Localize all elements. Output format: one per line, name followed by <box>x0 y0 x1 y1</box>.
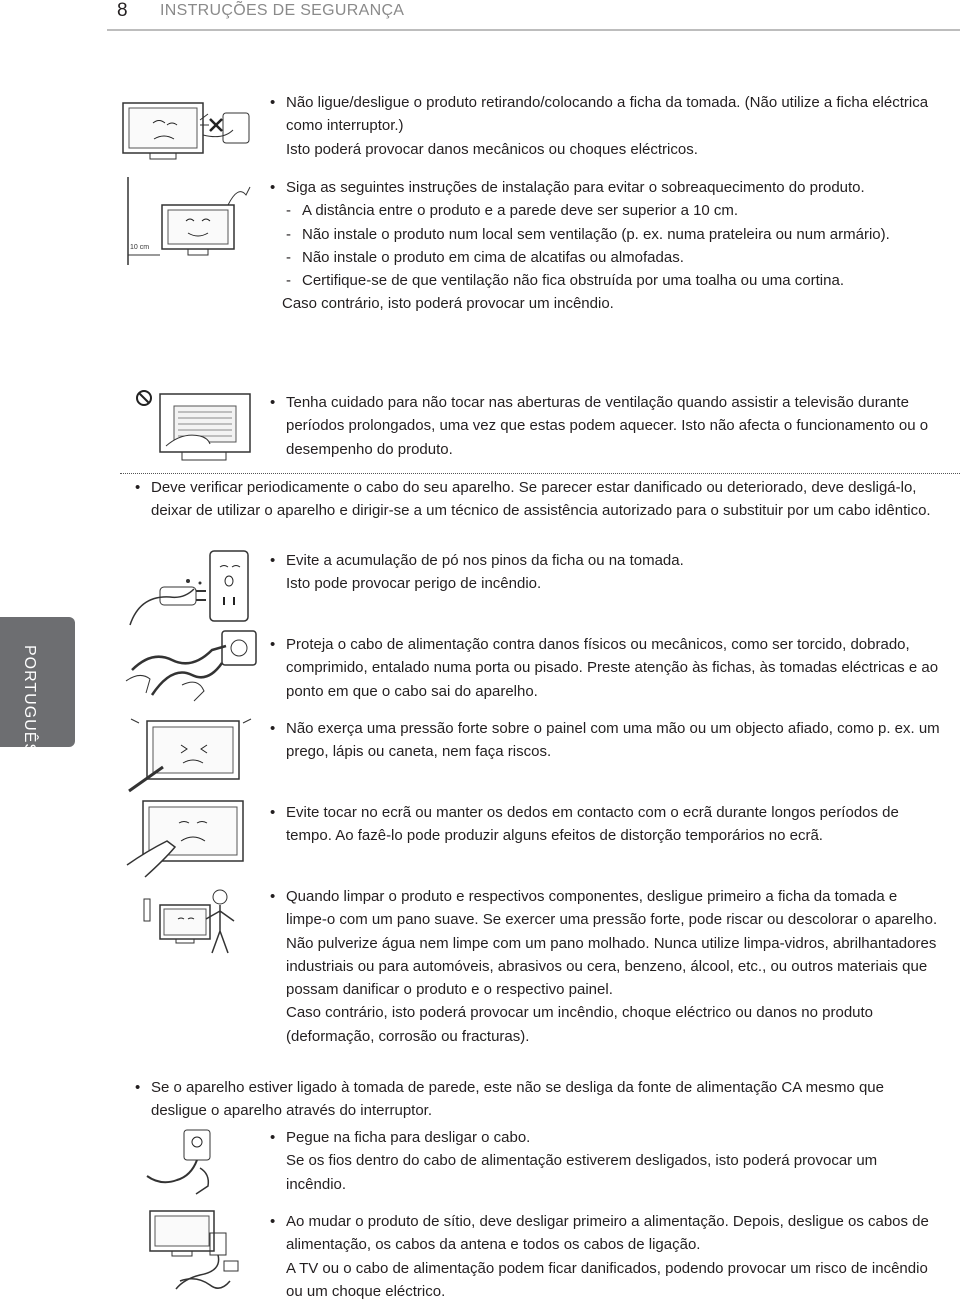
bullet-text: • Não ligue/desligue o produto retirando/colocando a ficha da tomada. (Não utilize a ficha eléctrica como interruptor.) <box>270 91 940 138</box>
dotted-divider <box>120 473 960 474</box>
dusty-plug-illustration <box>120 545 255 630</box>
section-dust <box>270 549 940 596</box>
note-text: Isto pode provocar perigo de incêndio. <box>286 575 542 593</box>
hand-vent-illustration <box>132 386 257 466</box>
tv-plug-illustration <box>120 95 255 165</box>
bullet-text: • Quando limpar o produto e respectivos componentes, desligue primeiro a ficha da tomada e limpe-o com um pano suave. Se exercer uma pressão forte, pode riscar ou descolorar o aparelho. Não pulverize água nem limpe com um pano molhado. Nunca utilize limpa-vidros, abrilhantadores industriais ou para automóveis, abrasivos ou cera, benzeno, álcool, etc., ou outros materiais que possam danificar o produto e o respectivo painel. <box>270 885 940 1001</box>
section-cleaning <box>270 885 940 1048</box>
section-ventilation <box>270 391 940 461</box>
section-protect-cable <box>270 633 940 703</box>
bullet-text: • Tenha cuidado para não tocar nas aberturas de ventilação quando assistir a televisão durante períodos prolongados, uma vez que estas podem aquecer. Isto não afecta o funcionamento ou o desempenho do produto. <box>270 391 940 461</box>
pull-plug-illustration <box>140 1128 260 1200</box>
section-panel-pressure <box>270 717 940 764</box>
language-tab-label: PORTUGUÊS <box>21 645 38 756</box>
dash-item: - Não instale o produto num local sem ventilação (p. ex. numa prateleira ou num armário). <box>286 223 940 246</box>
bullet-text: • Ao mudar o produto de sítio, deve desligar primeiro a alimentação. Depois, desligue os cabos de alimentação, os cabos da antena e todos os cabos de ligação. <box>270 1210 940 1257</box>
section-plug-switch <box>270 91 940 161</box>
note-text: Se os fios dentro do cabo de alimentação estiverem desligados, isto poderá provocar um incêndio. <box>286 1152 878 1193</box>
distance-label: 10 cm <box>130 244 150 251</box>
dash-item: - Não instale o produto em cima de alcatifas ou almofadas. <box>286 246 940 269</box>
note-text: Isto poderá provocar danos mecânicos ou choques eléctricos. <box>286 140 698 158</box>
cleaning-illustration <box>140 885 260 965</box>
tv-wall-distance-illustration <box>120 177 260 267</box>
note-text: A TV ou o cabo de alimentação podem ficar danificados, podendo provocar um risco de incêndio ou um choque eléctrico. <box>286 1259 928 1300</box>
bullet-text: • Deve verificar periodicamente o cabo do seu aparelho. Se parecer estar danificado ou deteriorado, deve desligá-lo, deixar de utilizar o aparelho e dirigir-se a um técnico de assistência autorizado para o substituir por um cabo idêntico. <box>135 476 940 523</box>
section-installation <box>270 176 940 316</box>
moving-tv-illustration <box>140 1205 260 1295</box>
twisted-cable-illustration <box>122 625 262 715</box>
bullet-text: • Evite tocar no ecrã ou manter os dedos em contacto com o ecrã durante longos períodos de tempo. Ao fazê-lo pode produzir alguns efeitos de distorção temporários no ecrã. <box>270 801 940 848</box>
pressure-panel-illustration <box>125 715 260 795</box>
section-touch-screen <box>270 801 940 848</box>
header-divider <box>107 29 960 31</box>
section-pull-plug <box>270 1126 940 1196</box>
bullet-text: • Proteja o cabo de alimentação contra danos físicos ou mecânicos, como ser torcido, dobrado, comprimido, entalado numa porta ou pisado. Preste atenção às fichas, às tomadas eléctricas e ao ponto em que o cabo sai do aparelho. <box>270 633 940 703</box>
note-text: Caso contrário, isto poderá provocar um incêndio, choque eléctrico ou danos no produto (deformação, corrosão ou fracturas). <box>286 1004 874 1045</box>
section-ac-power <box>135 1076 940 1123</box>
finger-screen-illustration <box>125 795 260 880</box>
dash-item: - A distância entre o produto e a parede deve ser superior a 10 cm. <box>286 199 940 222</box>
bullet-text: • Se o aparelho estiver ligado à tomada de parede, este não se desliga da fonte de alimentação CA mesmo que desligue o aparelho através do interruptor. <box>135 1076 940 1123</box>
dash-item: - Certifique-se de que ventilação não fica obstruída por uma toalha ou uma cortina. <box>286 269 940 292</box>
bullet-text: • Evite a acumulação de pó nos pinos da ficha ou na tomada. <box>270 549 940 572</box>
language-tab <box>0 617 75 756</box>
note-text: Caso contrário, isto poderá provocar um incêndio. <box>282 295 614 313</box>
section-moving <box>270 1210 940 1303</box>
section-cable-check <box>135 476 940 523</box>
bullet-text: • Pegue na ficha para desligar o cabo. <box>270 1126 940 1149</box>
page-number: 8 <box>117 0 128 21</box>
bullet-text: • Não exerça uma pressão forte sobre o painel com uma mão ou um objecto afiado, como p. ex. um prego, lápis ou caneta, nem faça riscos. <box>270 717 940 764</box>
page-title: INSTRUÇÕES DE SEGURANÇA <box>160 2 405 19</box>
bullet-text: • Siga as seguintes instruções de instalação para evitar o sobreaquecimento do produto. <box>270 176 940 199</box>
